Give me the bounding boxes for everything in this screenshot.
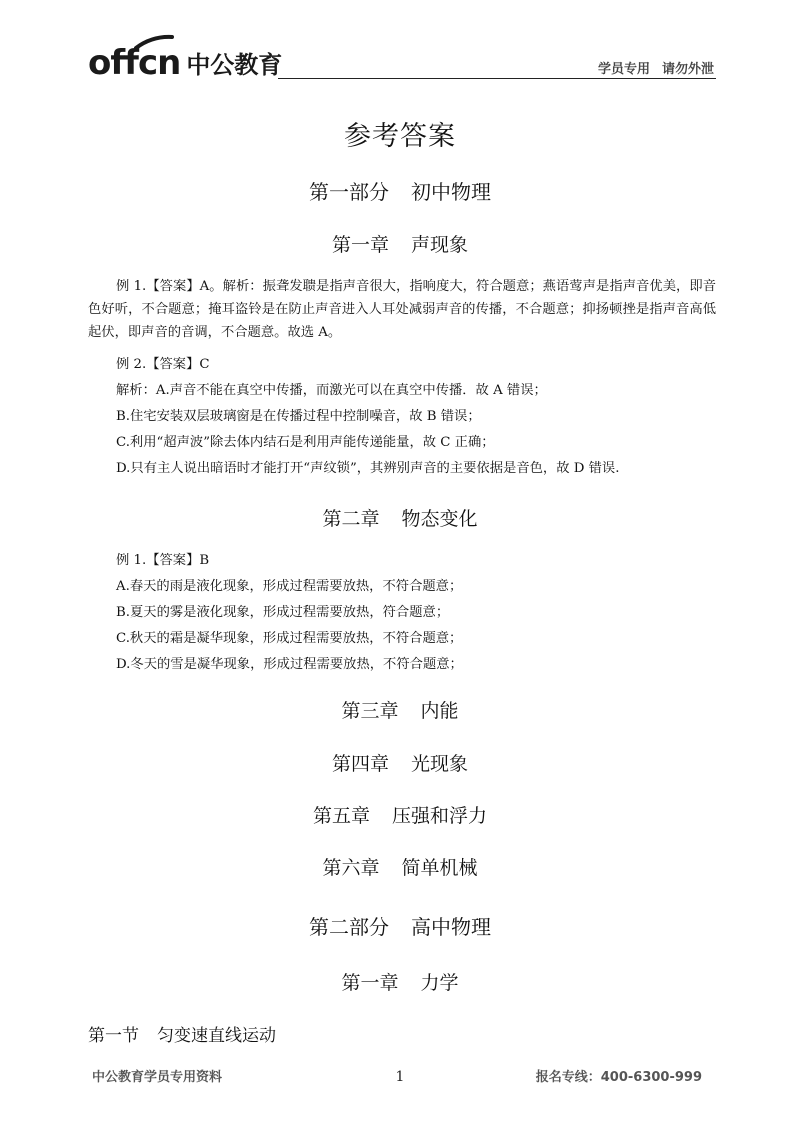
page-number: 1 (395, 1069, 405, 1085)
chapter-5-name: 压强和浮力 (392, 805, 488, 827)
chapter-heading-2 (0, 504, 800, 531)
header-rule (278, 78, 716, 79)
page-header (88, 36, 716, 84)
chapter-heading-6 (0, 853, 800, 880)
chapter-4-name: 光现象 (411, 753, 469, 775)
ch2-example-1-line: A.春天的雨是液化现象，形成过程需要放热，不符合题意； (116, 579, 463, 594)
chapter-4-label: 第四章 (331, 753, 389, 775)
section-heading-1 (88, 1021, 276, 1046)
chapter-1-label: 第一章 (331, 234, 389, 256)
ch1-example-1-answer: 例 1.【答案】A。解析：振聋发聩是指声音很大，指响度大，符合题意；燕语莺声是指声音优美，即音色好听，不合题意；掩耳盗铃是在防止声音进入人耳处减弱声音的传播，不合题意；抑扬顿挫是指声音高低起伏，即声音的音调，不合题意。故选 A。 (88, 279, 716, 340)
logo-latin-text: offcn (88, 43, 181, 83)
ch1-example-2-line: B.住宅安装双层玻璃窗是在传播过程中控制噪音，故 B 错误； (116, 409, 481, 424)
header-note-2: 请勿外泄 (661, 62, 714, 77)
footer-hotline: 报名专线：400-6300-999 (535, 1070, 702, 1085)
ch2-example-1-line: D.冬天的雪是凝华现象，形成过程需要放热，不符合题意； (116, 657, 463, 672)
chapter-heading-3 (0, 696, 800, 723)
part-1-name: 初中物理 (411, 180, 491, 204)
page-title: 参考答案 (344, 121, 456, 152)
ch1-example-2-line: D.只有主人说出暗语时才能打开“声纹锁”，其辨别声音的主要依据是音色，故 D 错误. (116, 461, 620, 476)
part-1-label: 第一部分 (309, 180, 389, 204)
chapter-2-name: 物态变化 (401, 508, 478, 530)
chapter-heading-1 (0, 230, 800, 257)
logo-swoosh-icon (134, 34, 174, 50)
chapter-heading-5 (0, 801, 800, 828)
part-heading-2 (0, 911, 800, 940)
chapter-6-label: 第六章 (322, 857, 380, 879)
section-1-name: 匀变速直线运动 (157, 1026, 276, 1046)
part-2-chapter-1-label: 第一章 (341, 972, 399, 994)
logo-chinese-text: 中公教育 (186, 51, 283, 79)
ch1-example-2-line: 解析：A.声音不能在真空中传播，而激光可以在真空中传播．故 A 错误； (116, 383, 547, 398)
offcn-logo (88, 40, 283, 83)
ch2-example-1-head: 例 1.【答案】B (116, 553, 210, 568)
part-2-name: 高中物理 (411, 915, 491, 939)
part-heading-1 (0, 176, 800, 205)
footer-left-text: 中公教育学员专用资料 (92, 1070, 223, 1085)
chapter-3-label: 第三章 (341, 700, 399, 722)
chapter-6-name: 简单机械 (401, 857, 478, 879)
part-2-chapter-heading-1 (0, 968, 800, 995)
chapter-5-label: 第五章 (312, 805, 370, 827)
ch1-example-2-line: C.利用“超声波”除去体内结石是利用声能传递能量，故 C 正确； (116, 435, 495, 450)
chapter-2-label: 第二章 (322, 508, 380, 530)
ch2-example-1-line: C.秋天的霜是凝华现象，形成过程需要放热，不符合题意； (116, 631, 463, 646)
ch2-example-1-line: B.夏天的雾是液化现象，形成过程需要放热，符合题意； (116, 605, 450, 620)
header-note-1: 学员专用 (597, 62, 650, 77)
part-2-chapter-1-name: 力学 (420, 972, 459, 994)
chapter-1-name: 声现象 (411, 234, 469, 256)
chapter-3-name: 内能 (420, 700, 459, 722)
chapter-heading-4 (0, 749, 800, 776)
section-1-label: 第一节 (88, 1026, 139, 1046)
part-2-label: 第二部分 (309, 915, 389, 939)
ch1-example-2-head: 例 2.【答案】C (116, 357, 210, 372)
header-note (598, 58, 714, 77)
